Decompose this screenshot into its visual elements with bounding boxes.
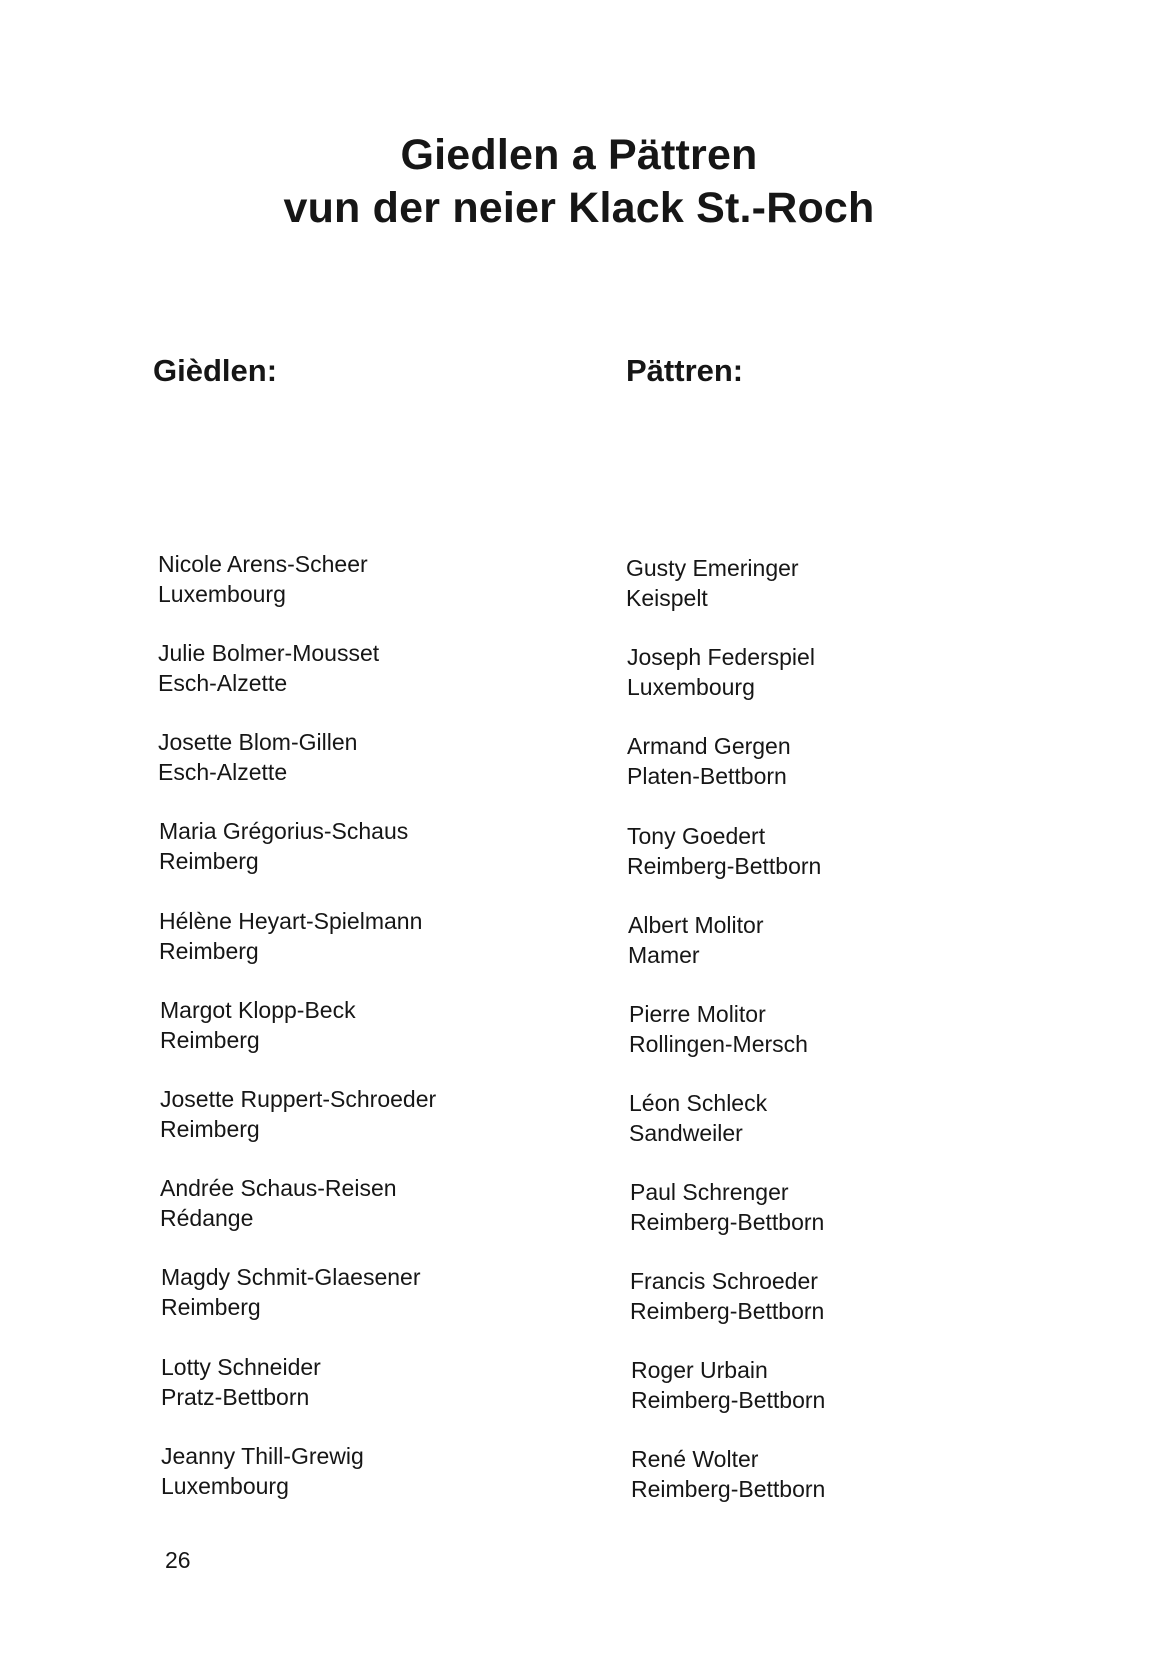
entry-name: Albert Molitor [628, 912, 764, 938]
paettren-heading: Pättren: [626, 353, 744, 388]
entry-place: Esch-Alzette [158, 759, 288, 785]
paettren-entry [628, 910, 763, 970]
entry-place: Reimberg-Bettborn [627, 853, 822, 879]
entry-place: Keispelt [626, 585, 708, 611]
entry-name: Magdy Schmit-Glaesener [161, 1264, 421, 1290]
entry-name: Josette Ruppert-Schroeder [160, 1086, 437, 1112]
entry-place: Reimberg [159, 848, 259, 874]
entry-name: Joseph Federspiel [627, 644, 815, 670]
giedlen-entry [161, 1262, 421, 1322]
giedlen-entry [160, 995, 356, 1055]
paettren-entry [626, 553, 799, 613]
entry-name: Maria Grégorius-Schaus [159, 818, 409, 844]
entry-name: René Wolter [631, 1446, 759, 1472]
page-title-line-2: vun der neier Klack St.-Roch [283, 184, 875, 232]
entry-name: Roger Urbain [631, 1357, 768, 1383]
entry-place: Reimberg [159, 938, 259, 964]
paettren-entry [627, 821, 821, 881]
paettren-entry [630, 1177, 824, 1237]
paettren-entry [631, 1355, 825, 1415]
giedlen-entry [158, 727, 357, 787]
entry-name: Armand Gergen [627, 733, 791, 759]
entry-place: Platen-Bettborn [627, 763, 787, 789]
entry-place: Pratz-Bettborn [161, 1384, 310, 1410]
entry-place: Esch-Alzette [158, 670, 288, 696]
entry-name: Andrée Schaus-Reisen [160, 1175, 397, 1201]
entry-place: Luxembourg [627, 674, 755, 700]
giedlen-entry [160, 1084, 436, 1144]
entry-place: Rédange [160, 1205, 254, 1231]
paettren-entry [629, 999, 808, 1059]
entry-place: Reimberg [160, 1116, 260, 1142]
entry-name: Pierre Molitor [629, 1001, 766, 1027]
entry-name: Josette Blom-Gillen [158, 729, 358, 755]
entry-name: Gusty Emeringer [626, 555, 799, 581]
entry-place: Luxembourg [158, 581, 286, 607]
entry-name: Nicole Arens-Scheer [158, 551, 368, 577]
giedlen-entry [161, 1441, 364, 1501]
paettren-entry [629, 1088, 767, 1148]
giedlen-entry [161, 1352, 321, 1412]
entry-place: Reimberg-Bettborn [631, 1387, 826, 1413]
entry-place: Rollingen-Mersch [629, 1031, 808, 1057]
entry-place: Reimberg [160, 1027, 260, 1053]
entry-place: Reimberg-Bettborn [630, 1209, 825, 1235]
paettren-entry [627, 642, 815, 702]
page-number: 26 [165, 1547, 191, 1573]
giedlen-heading: Gièdlen: [153, 353, 278, 388]
entry-name: Léon Schleck [629, 1090, 768, 1116]
entry-name: Hélène Heyart-Spielmann [159, 908, 423, 934]
paettren-entry [627, 731, 791, 791]
entry-place: Reimberg [161, 1294, 261, 1320]
entry-name: Tony Goedert [627, 823, 766, 849]
entry-name: Margot Klopp-Beck [160, 997, 356, 1023]
entry-name: Francis Schroeder [630, 1268, 818, 1294]
entry-name: Jeanny Thill-Grewig [161, 1443, 364, 1469]
giedlen-entry [158, 549, 368, 609]
entry-name: Lotty Schneider [161, 1354, 321, 1380]
paettren-entry [631, 1444, 825, 1504]
entry-place: Reimberg-Bettborn [631, 1476, 826, 1502]
giedlen-entry [159, 906, 422, 966]
page-title-line-1: Giedlen a Pättren [400, 131, 758, 179]
entry-place: Sandweiler [629, 1120, 743, 1146]
giedlen-entry [158, 638, 379, 698]
entry-name: Julie Bolmer-Mousset [158, 640, 380, 666]
paettren-entry [630, 1266, 824, 1326]
entry-place: Mamer [628, 942, 700, 968]
giedlen-entry [160, 1173, 397, 1233]
entry-place: Luxembourg [161, 1473, 289, 1499]
entry-name: Paul Schrenger [630, 1179, 789, 1205]
entry-place: Reimberg-Bettborn [630, 1298, 825, 1324]
giedlen-entry [159, 816, 408, 876]
